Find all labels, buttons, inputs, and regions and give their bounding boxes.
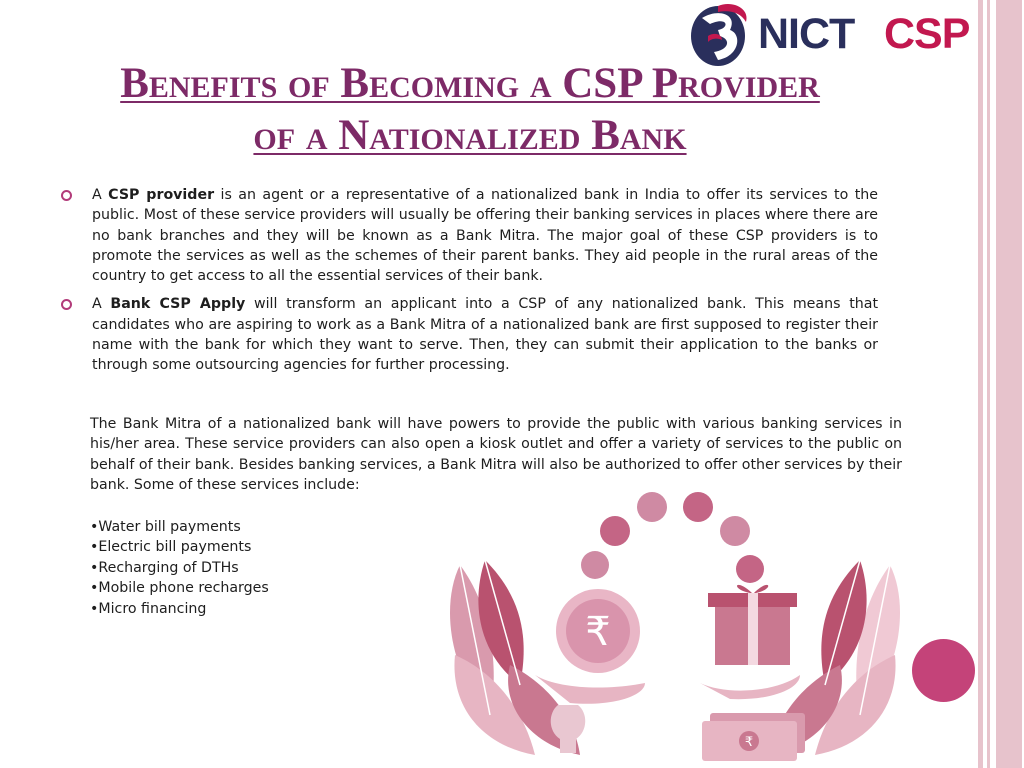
list-item: •Recharging of DTHs — [90, 559, 239, 576]
bullet-bold-term: CSP provider — [108, 187, 215, 203]
shopping-icon — [600, 516, 630, 546]
bullet-prefix: A — [92, 296, 111, 313]
bullet-paragraph — [92, 185, 878, 286]
bullet-ring-icon — [61, 299, 72, 310]
body-paragraph: The Bank Mitra of a nationalized bank will have powers to provide the public with various banking services in his/her area. These service providers can also open a kiosk outlet and offer a variety of services to the public on behalf of their bank. Besides banking services, a Bank Mitra will also be authorized to offer other services by their bank. Some of these services include: — [90, 416, 902, 493]
page-title — [40, 58, 900, 162]
bullet-text: is an agent or a representative of a nationalized bank in India to offer its services to the public. Most of these service providers will usually be offering their banking services in places where there are no bank branches and they will be known as a Bank Mitra. The major goal of these CSP providers is to promote the services as well as the schemes of their parent banks. They aid people in the rural areas of the country to get access to all the essential services of their bank. — [92, 187, 878, 285]
coin-rupee-symbol: ₹ — [585, 609, 611, 655]
bullet-ring-icon — [61, 190, 72, 201]
decorative-circle — [912, 639, 975, 702]
network-icon — [637, 492, 667, 522]
bullet-text: will transform an applicant into a CSP of any nationalized bank. This means that candidates who are aspiring to work as a Bank Mitra of a nationalized bank are first supposed to register their name with the bank for which they want to serve. Then, they can submit their application to the banks or through some outsourcing agencies for further processing. — [92, 296, 879, 374]
bullet-list — [58, 185, 878, 384]
bullet-bold-term: Bank CSP Apply — [110, 296, 246, 313]
logo-csp-text: CSP — [884, 10, 970, 58]
note-rupee-symbol: ₹ — [744, 735, 754, 750]
right-hand-icon — [700, 675, 800, 699]
decorative-stripes — [978, 0, 1024, 768]
banking-services-illustration — [440, 485, 910, 768]
title-line-1: Benefits of Becoming a CSP Provider — [120, 60, 820, 107]
list-item: •Mobile phone recharges — [90, 580, 269, 597]
logo-nict-text: NICT — [758, 10, 855, 58]
bullet-item — [58, 294, 878, 375]
food-icon — [736, 555, 764, 583]
bullet-prefix: A — [92, 187, 109, 203]
bullet-item — [58, 185, 878, 286]
people-icon — [683, 492, 713, 522]
bank-icon — [581, 551, 609, 579]
heart-hand-icon — [720, 516, 750, 546]
list-item: •Water bill payments — [90, 519, 241, 535]
title-line-2: of a Nationalized Bank — [253, 112, 687, 159]
services-list — [90, 517, 269, 619]
list-item: •Micro financing — [90, 600, 207, 617]
bullet-paragraph — [92, 294, 878, 375]
list-item: •Electric bill payments — [90, 539, 252, 556]
